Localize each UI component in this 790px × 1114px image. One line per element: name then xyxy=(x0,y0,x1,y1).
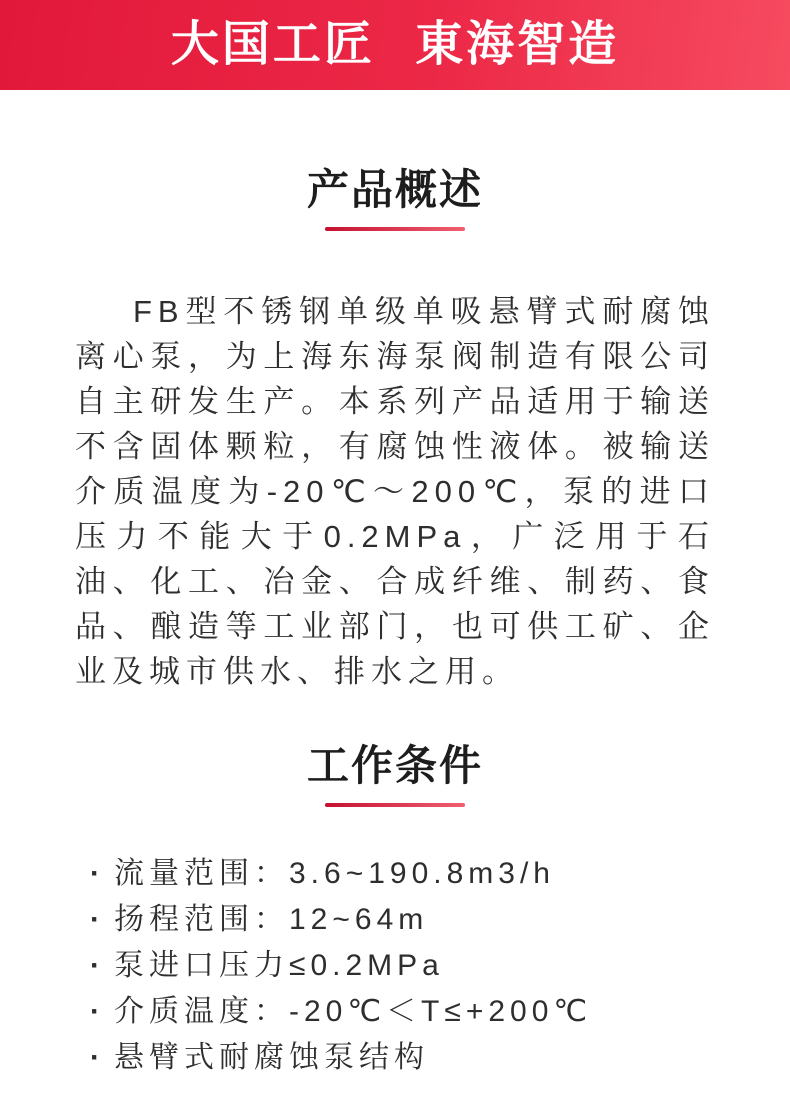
condition-flow-range: 流量范围：3.6~190.8m3/h xyxy=(114,857,555,891)
list-item xyxy=(90,989,725,1035)
list-item xyxy=(90,1035,725,1081)
condition-medium-temperature: 介质温度：-20℃＜T≤+200℃ xyxy=(114,995,593,1029)
overview-section-title: 产品概述 xyxy=(306,166,483,213)
list-item xyxy=(90,897,725,943)
top-banner xyxy=(0,0,790,90)
overview-paragraph: FB型不锈钢单级单吸悬臂式耐腐蚀离心泵，为上海东海泵阀制造有限公司自主研发生产。本系列产品适用于输送不含固体颗粒，有腐蚀性液体。被输送介质温度为-20℃～200℃，泵的进口压力不能大于0.2MPa，广泛用于石油、化工、冶金、合成纤维、制药、食品、酿造等工业部门，也可供工矿、企业及城市供水、排水之用。 xyxy=(75,294,715,690)
condition-structure: 悬臂式耐腐蚀泵结构 xyxy=(114,1041,429,1075)
conditions-section-title: 工作条件 xyxy=(306,742,483,790)
bullet-icon: · xyxy=(90,949,105,983)
bullet-icon: · xyxy=(90,995,105,1029)
conditions-title-underline xyxy=(325,803,465,807)
list-item xyxy=(90,851,725,897)
condition-inlet-pressure: 泵进口压力≤0.2MPa xyxy=(114,949,444,983)
overview-title-underline xyxy=(325,227,465,231)
conditions-list xyxy=(65,851,725,1081)
bullet-icon: · xyxy=(90,903,105,937)
conditions-heading xyxy=(0,744,790,807)
working-conditions-section xyxy=(0,744,790,1081)
overview-section xyxy=(0,168,790,694)
condition-head-range: 扬程范围：12~64m xyxy=(114,903,429,937)
list-item xyxy=(90,943,725,989)
banner-title: 大国工匠 東海智造 xyxy=(170,18,620,71)
overview-heading xyxy=(0,168,790,231)
bullet-icon: · xyxy=(90,857,105,891)
bullet-icon: · xyxy=(90,1041,105,1075)
